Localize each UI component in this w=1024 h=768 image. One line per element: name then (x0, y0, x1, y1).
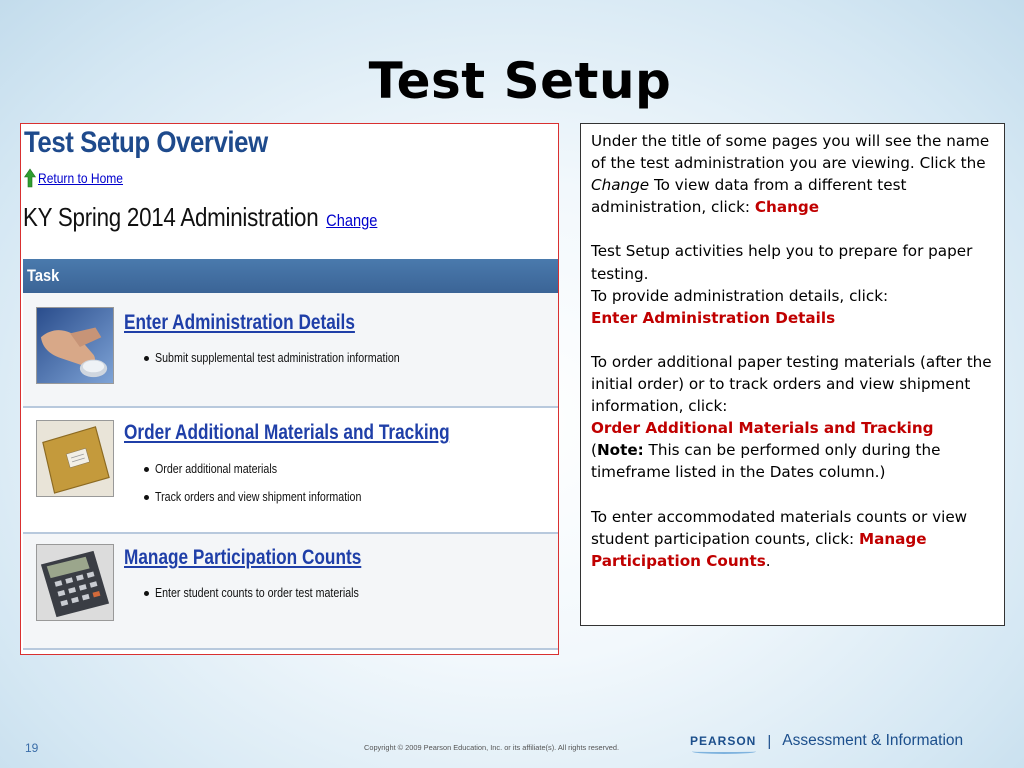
manage-participation-counts-highlight: Manage Participation Counts (591, 529, 927, 570)
return-home-label[interactable]: Return to Home (38, 170, 123, 186)
instructions-callout (580, 123, 1005, 626)
calculator-icon (37, 545, 113, 620)
copyright-notice: Copyright © 2009 Pearson Education, Inc. or its affiliate(s). All rights reserved. (364, 743, 620, 752)
manage-participation-counts-link[interactable]: Manage Participation Counts (124, 546, 362, 569)
green-up-arrow-icon (24, 168, 36, 188)
shipping-envelope-image (36, 420, 114, 497)
list-item: Enter student counts to order test materials (142, 584, 404, 612)
enter-administration-details-highlight: Enter Administration Details (591, 308, 836, 327)
administration-name: KY Spring 2014 Administration (23, 202, 319, 232)
task-bullets-administration (142, 349, 453, 377)
brand-tagline: Assessment & Information (782, 732, 964, 749)
task-bullets-participation (142, 584, 404, 612)
task-table-header (23, 259, 558, 293)
pearson-brand (690, 732, 963, 750)
page-number: 19 (25, 741, 39, 755)
note-label: Note: (596, 441, 644, 460)
change-highlight: Change (754, 198, 820, 217)
task-row-order-materials (23, 408, 558, 534)
enter-administration-details-link[interactable]: Enter Administration Details (124, 311, 355, 334)
callout-paragraph-administration: Test Setup activities help you to prepare for paper testing. To provide administration details, click: Enter Administration Details (591, 242, 973, 327)
callout-paragraph-order: To order additional paper testing materials (after the initial order) or to track orders and view shipment information, click: Order Additional Materials and Tracking (Note: This can be performed only during the timeframe listed in the Dates column.) (591, 352, 992, 482)
task-bullets-order (142, 460, 407, 516)
list-item: Order additional materials (142, 460, 407, 488)
task-header-label: Task (27, 266, 60, 285)
calculator-image (36, 544, 114, 621)
order-additional-materials-link[interactable]: Order Additional Materials and Tracking (124, 421, 450, 444)
list-item: Submit supplemental test administration information (142, 349, 453, 377)
list-item: Track orders and view shipment information (142, 488, 407, 516)
hand-on-mouse-image (36, 307, 114, 384)
test-setup-screenshot (20, 123, 559, 655)
task-row-administration-details (23, 293, 558, 408)
hand-on-mouse-icon (37, 308, 113, 383)
pearson-logo: PEARSON (690, 734, 757, 748)
callout-paragraph-participation: To enter accommodated materials counts or view student participation counts, click: Manage Participation Counts. (591, 507, 968, 570)
brand-separator: | (767, 732, 772, 750)
task-row-participation-counts (23, 534, 558, 650)
envelope-icon (37, 421, 113, 496)
slide-title: Test Setup (368, 52, 672, 110)
change-administration-link[interactable]: Change (326, 211, 378, 230)
return-home-link[interactable] (24, 168, 137, 188)
callout-paragraph-change: Under the title of some pages you will see the name of the test administration you are viewing. Click the Change To view data from a different test administration, click: Change (591, 132, 990, 217)
page-title: Test Setup Overview (24, 126, 268, 159)
order-materials-highlight: Order Additional Materials and Tracking (591, 419, 934, 438)
administration-row (23, 202, 377, 233)
